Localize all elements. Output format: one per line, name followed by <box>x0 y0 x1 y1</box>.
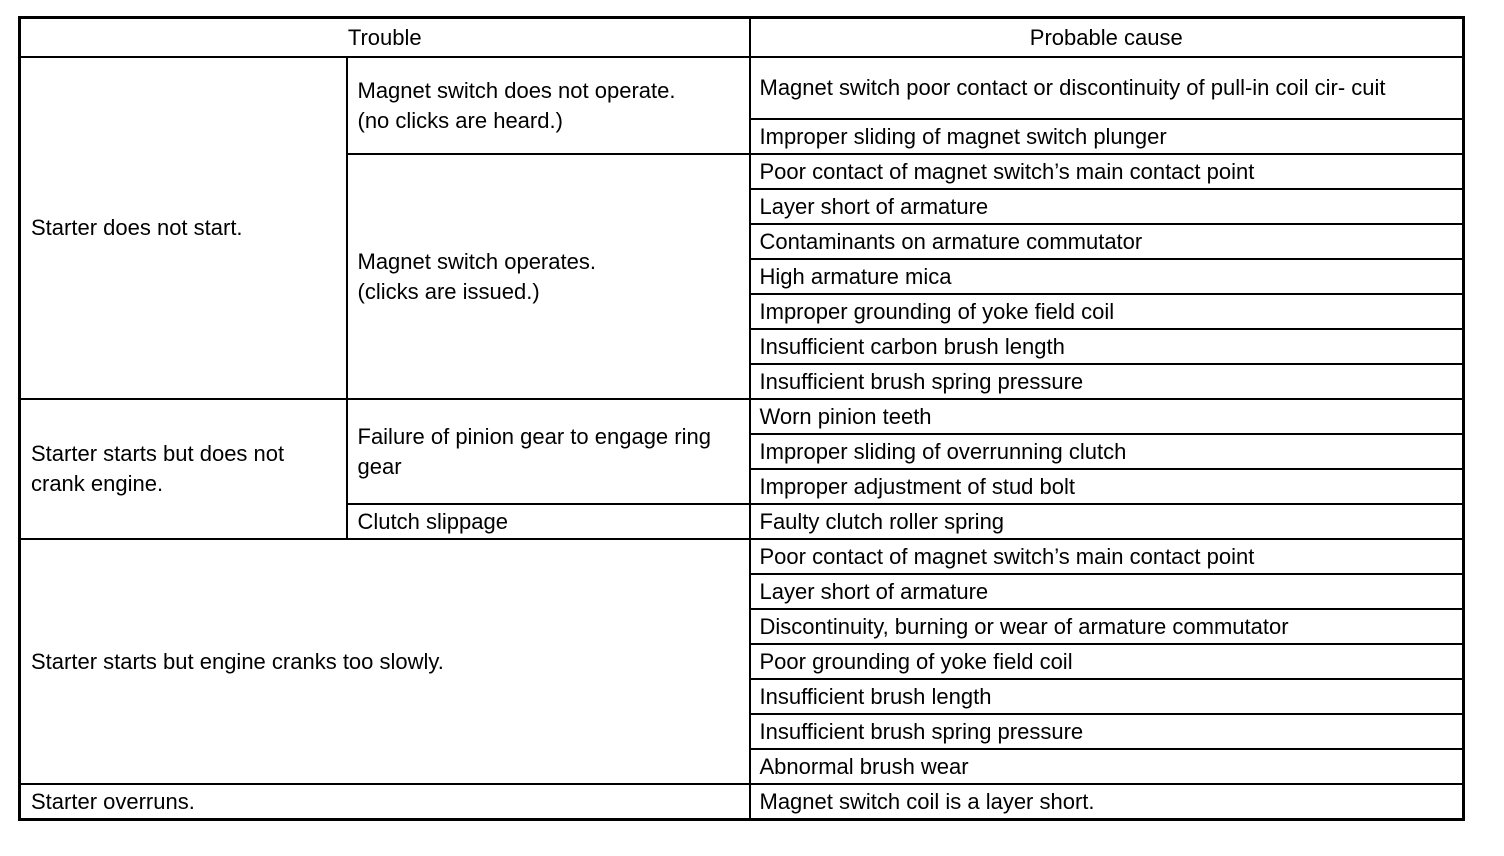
cause-cell: Discontinuity, burning or wear of armature commutator <box>750 609 1464 644</box>
cause-cell: Poor contact of magnet switch’s main contact point <box>750 154 1464 189</box>
cause-cell: Improper grounding of yoke field coil <box>750 294 1464 329</box>
trouble-overruns: Starter overruns. <box>20 784 750 820</box>
cause-cell: Faulty clutch roller spring <box>750 504 1464 539</box>
cause-cell: Improper sliding of overrunning clutch <box>750 434 1464 469</box>
cause-cell: Insufficient brush spring pressure <box>750 714 1464 749</box>
table-row <box>20 784 1464 820</box>
cause-cell: Abnormal brush wear <box>750 749 1464 784</box>
cause-cell: Insufficient carbon brush length <box>750 329 1464 364</box>
cause-cell: Insufficient brush spring pressure <box>750 364 1464 399</box>
cause-cell: High armature mica <box>750 259 1464 294</box>
cause-cell: Poor contact of magnet switch’s main contact point <box>750 539 1464 574</box>
subtrouble-clicks <box>347 154 750 399</box>
header-trouble: Trouble <box>20 18 750 58</box>
subtrouble-pinion: Failure of pinion gear to engage ring gear <box>347 399 750 504</box>
subtrouble-no-click-line1: Magnet switch does not operate. <box>357 77 676 103</box>
header-probable-cause: Probable cause <box>750 18 1464 58</box>
subtrouble-clicks-line1: Magnet switch operates. <box>357 248 596 274</box>
table-row <box>20 399 1464 434</box>
subtrouble-clicks-line2: (clicks are issued.) <box>357 278 540 304</box>
table-row <box>20 57 1464 119</box>
cause-cell: Magnet switch coil is a layer short. <box>750 784 1464 820</box>
cause-cell: Layer short of armature <box>750 574 1464 609</box>
trouble-no-start: Starter does not start. <box>20 57 347 399</box>
cause-cell: Magnet switch poor contact or discontinuity of pull-in coil cir- cuit <box>750 57 1464 119</box>
troubleshooting-table <box>18 16 1465 821</box>
cause-cell: Poor grounding of yoke field coil <box>750 644 1464 679</box>
subtrouble-no-click <box>347 57 750 154</box>
cause-cell: Contaminants on armature commutator <box>750 224 1464 259</box>
cause-cell: Improper adjustment of stud bolt <box>750 469 1464 504</box>
subtrouble-clutch-slippage: Clutch slippage <box>347 504 750 539</box>
table-row <box>20 539 1464 574</box>
cause-cell: Worn pinion teeth <box>750 399 1464 434</box>
cause-cell: Insufficient brush length <box>750 679 1464 714</box>
trouble-slow-crank: Starter starts but engine cranks too slowly. <box>20 539 750 784</box>
header-row <box>20 18 1464 58</box>
cause-cell: Layer short of armature <box>750 189 1464 224</box>
cause-cell: Improper sliding of magnet switch plunger <box>750 119 1464 154</box>
subtrouble-no-click-line2: (no clicks are heard.) <box>357 107 563 133</box>
trouble-no-crank: Starter starts but does not crank engine. <box>20 399 347 539</box>
